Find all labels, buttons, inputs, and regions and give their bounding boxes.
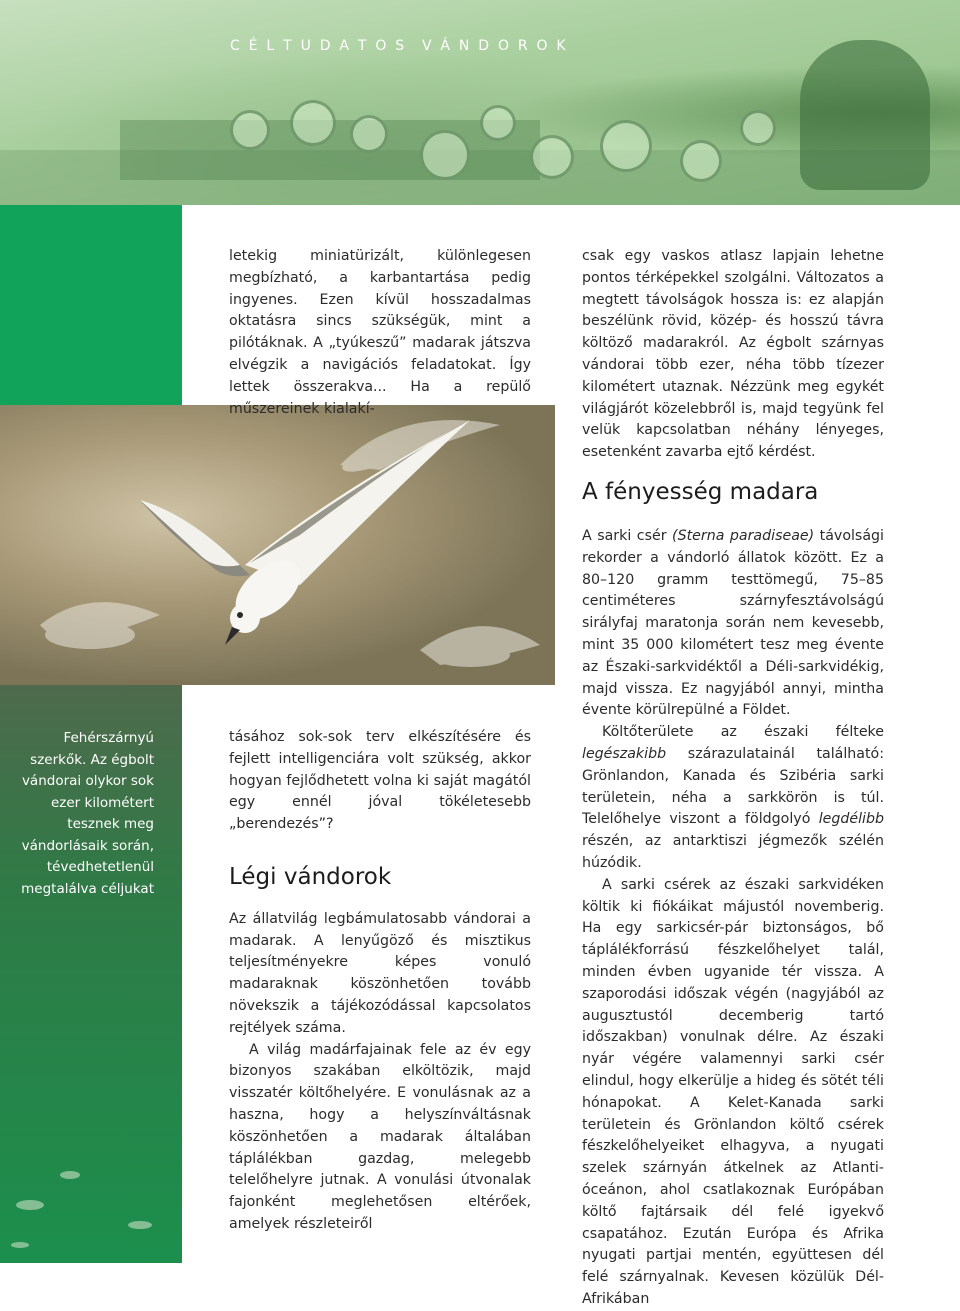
paragraph-top-right: csak egy vaskos atlasz lapjain lehetne pontos térképekkel szolgálni. Változatos a megtett távolságok hossza is: ez alapján beszélünk rövid, közép- és hosszú távra költöző madarakról. Az égbolt szárnyas vándorai több ezer, néha több tízezer kilométert utaznak. Nézzünk meg egykét világjárót közelebbről is, majd tegyünk fel velük kapcsolatban néhány lényeges, esetenként zavarba ejtő kérdést. [582,248,884,461]
p1-part-b: távolsági rekorder a vándorló állatok között. Ez a 80–120 gramm testtömegű, 75–85 centiméteres szárnyfesztávolságú sirályfaj maratonja során nem kevesebb, mint 35 000 kilométert tesz meg évente az Északi-sarkvidéktől a Déli-sarkvidékig, majd vissza. Ez nagyjából annyi, mintha évente körülrepülné a Földet. [582,528,884,719]
column-lower-middle [229,727,531,1236]
paragraph-fenyesseg-3: A sarki csérek az északi sarkvidéken költik ki fiókáikat májustól novemberig. Ha egy sarkicsér-pár biztonságos, bő táplálékforrású fészkelőhelyet talál, minden évben ugyanide tér vissza. A szaporodási időszak végén (nagyjából az augusztustól decemberig tartó időszakban) vonulnak délre. Az északi nyár végére valamennyi sarki csér elindul, hogy elkerülje a hideg és sötét téli hónapokat. A Kelet-Kanada sarki területein és Grönlandon költő csérek fészkelőhelyeiket elhagyva, a nyugati szelek szárnyán átkelnek az Atlanti-óceánon, ahol csatlakoznak Európában költő fajtársaik dél felé igyekvő csapatához. Ezután Európa és Afrika nyugati partjai mentén, együttesen dél felé szárnyalnak. Kevesen közülük Dél-Afrikában [582,876,884,1307]
section-header-title: C É L T U D A T O S V Á N D O R O K [230,38,566,54]
paragraph-fenyesseg-2 [582,722,884,875]
p1-part-a: A sarki csér [582,528,673,544]
p2-part-b: szárazulatainál található: Grönlandon, Kanada és Szibéria sarki területein, néha a sarkkörön is túl. Telelőhelye viszont a földgolyó [582,745,884,828]
bird-photo-terns [0,405,555,685]
heading-fenyesseg-madara: A fényesség madara [582,479,819,505]
paragraph-legi-1: Az állatvilág legbámulatosabb vándorai a madarak. A lenyűgöző és misztikus teljesítményekre képes vonuló madaraknak köszönhetően tovább növekszik a tájékozódással kapcsolatos rejtélyek száma. [229,910,531,1036]
column-lower-right [582,526,884,1311]
paragraph-top-middle: letekig miniatürizált, különlegesen megbízható, a karbantartása pedig ingyenes. Ezen kívül hosszadalmas oktatásra sincs szükségük, mint a pilótáknak. A „tyúkeszű” madarak játszva elvégzik a navigációs feladatokat. Így lettek összerakva... Ha a repülő műszereinek kialakí- [229,248,531,417]
caption-body: Az égbolt vándorai olykor sok ezer kilométert tesznek meg vándorlásaik során, tévedhetetlenül megtalálva céljukat [21,751,154,897]
p2-emphasis-2: legdélibb [818,811,884,828]
paragraph-fenyesseg-1 [582,526,884,722]
p2-part-c: részén, az antarktiszi jégmezők szélén húzódik. [582,833,884,871]
photo-caption [20,728,154,900]
column-top-right [582,246,884,464]
column-top-middle [229,246,531,420]
caption-lead: Fehérszárnyú szerkők. [30,730,154,768]
header-photo-cockpit [0,0,960,205]
paragraph-legi-2: A világ madárfajainak fele az év egy bizonyos szakában elköltözik, majd visszatér költőhelyére. E vonulásnak az a haszna, hogy a helyszínváltásnak köszönhetően a madarak általában táplálékban gazdag, melegebb telelőhelyre jutnak. A vonulási útvonalak fajonként meglehetősen eltérőek, amelyek részleteiről [229,1041,531,1232]
latin-name: (Sterna paradiseae) [672,528,815,544]
paragraph-intro: tásához sok-sok terv elkészítésére és fejlett intelligenciára volt szükség, akkor hogyan fejlődhetett volna ki saját magától egy ennél jóval tökéletesebb „berendezés”? [229,729,531,833]
birds-illustration [0,405,555,685]
p2-emphasis-1: legészakibb [582,745,667,762]
p2-part-a: Költőterülete az északi félteke [602,724,884,741]
heading-legi-vandorok: Légi vándorok [229,863,392,890]
